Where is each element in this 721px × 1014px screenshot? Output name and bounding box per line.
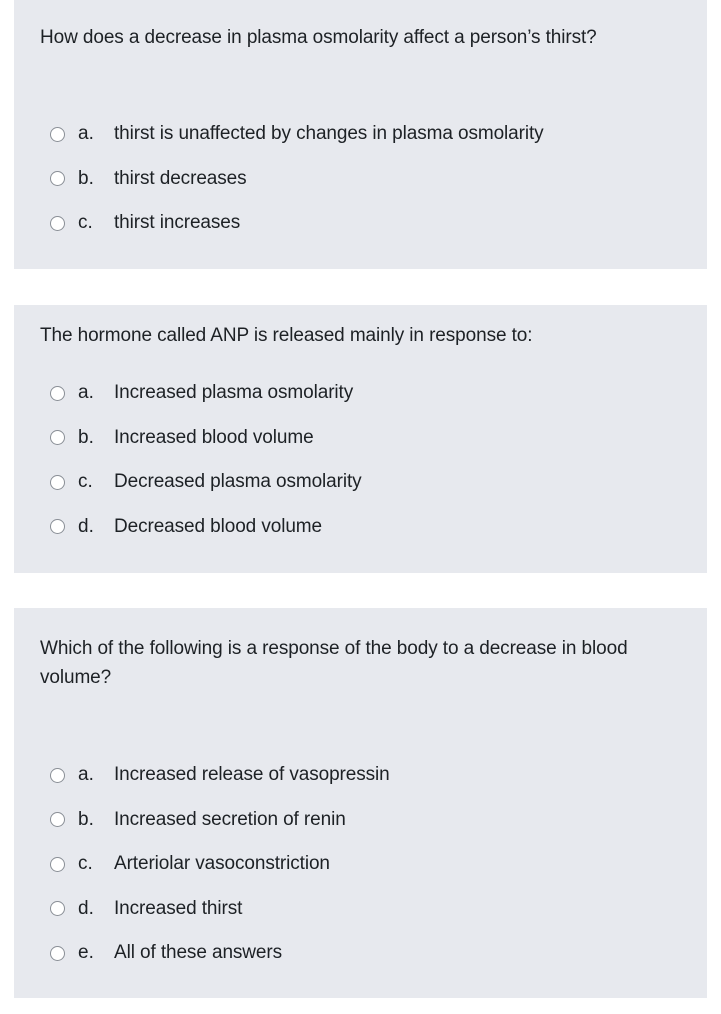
option-text: Decreased plasma osmolarity <box>114 471 362 493</box>
question-text: The hormone called ANP is released mainly in response to: <box>40 325 533 346</box>
question-card-3 <box>14 608 707 998</box>
answer-option[interactable] <box>50 505 362 550</box>
option-text: Increased secretion of renin <box>114 808 346 830</box>
option-text: Increased blood volume <box>114 426 314 448</box>
option-text: Increased release of vasopressin <box>114 764 390 786</box>
question-text: How does a decrease in plasma osmolarity affect a person’s thirst? <box>40 27 597 48</box>
option-text: Increased thirst <box>114 897 243 919</box>
option-letter: b. <box>78 167 94 189</box>
answer-option[interactable] <box>50 753 390 798</box>
answer-option[interactable] <box>50 931 390 976</box>
radio-button[interactable] <box>50 519 65 534</box>
radio-button[interactable] <box>50 171 65 186</box>
answer-option[interactable] <box>50 416 362 461</box>
radio-button[interactable] <box>50 127 65 142</box>
option-letter: b. <box>78 426 94 448</box>
option-letter: d. <box>78 897 94 919</box>
answer-option[interactable] <box>50 460 362 505</box>
radio-button[interactable] <box>50 430 65 445</box>
radio-button[interactable] <box>50 386 65 401</box>
radio-button[interactable] <box>50 812 65 827</box>
option-text: thirst increases <box>114 212 241 234</box>
radio-button[interactable] <box>50 901 65 916</box>
answer-option[interactable] <box>50 798 390 843</box>
option-letter: e. <box>78 942 94 964</box>
option-text: Increased plasma osmolarity <box>114 382 354 404</box>
answer-option[interactable] <box>50 371 362 416</box>
question-card-2 <box>14 305 707 573</box>
answer-option[interactable] <box>50 157 544 202</box>
answer-option[interactable] <box>50 112 544 157</box>
option-letter: c. <box>78 853 93 875</box>
option-letter: a. <box>78 123 94 145</box>
answer-option[interactable] <box>50 887 390 932</box>
option-text: thirst decreases <box>114 167 247 189</box>
radio-button[interactable] <box>50 857 65 872</box>
radio-button[interactable] <box>50 946 65 961</box>
option-text: Arteriolar vasoconstriction <box>114 853 330 875</box>
option-letter: a. <box>78 382 94 404</box>
answer-list <box>50 112 544 246</box>
option-letter: b. <box>78 808 94 830</box>
radio-button[interactable] <box>50 768 65 783</box>
radio-button[interactable] <box>50 216 65 231</box>
option-letter: a. <box>78 764 94 786</box>
answer-option[interactable] <box>50 201 544 246</box>
option-text: All of these answers <box>114 942 283 964</box>
answer-list <box>50 371 362 549</box>
question-card-1 <box>14 0 707 269</box>
radio-button[interactable] <box>50 475 65 490</box>
question-text: Which of the following is a response of the body to a decrease in blood volume? <box>40 638 628 688</box>
option-letter: c. <box>78 212 93 234</box>
option-letter: d. <box>78 515 94 537</box>
answer-option[interactable] <box>50 842 390 887</box>
answer-list <box>50 753 390 976</box>
option-text: Decreased blood volume <box>114 515 322 537</box>
option-text: thirst is unaffected by changes in plasma osmolarity <box>114 123 544 145</box>
option-letter: c. <box>78 471 93 493</box>
